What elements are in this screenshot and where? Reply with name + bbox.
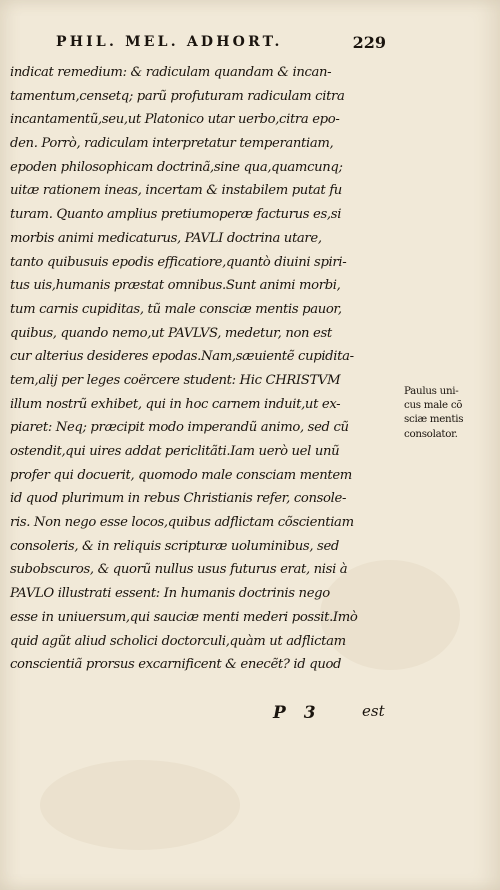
text-line: profer qui docuerit, quomodo male consciam mentem — [10, 467, 352, 483]
text-line: uitæ rationem ineas, incertam & instabilem putat fu — [10, 183, 342, 199]
text-line: indicat remedium: & radiculam quandam & incan- — [10, 65, 332, 80]
text-line: PAVLO illustrati essent: In humanis doctrinis nego — [10, 586, 330, 602]
running-head: PHIL. MEL. ADHORT. — [56, 34, 283, 50]
text-line: tus uis,humanis præstat omnibus.Sunt animi morbi, — [10, 278, 341, 294]
text-line: incantamentũ,seu,ut Platonico utar uerbo,citra epo- — [10, 112, 340, 128]
text-line: quibus, quando nemo,ut PAVLVS, medetur, non est — [10, 325, 332, 341]
text-line: consoleris, & in reliquis scripturæ uoluminibus, sed — [10, 538, 339, 554]
body-text — [10, 61, 392, 677]
text-line: id quod plurimum in rebus Christianis refer, console- — [10, 491, 347, 507]
text-line: ris. Non nego esse locos,quibus adflictam cõscientiam — [10, 515, 354, 531]
text-line: turam. Quanto amplius pretiumoperæ facturus es,si — [10, 207, 342, 223]
catchword: est — [362, 702, 385, 720]
text-line: subobscuros, & quorũ nullus usus futurus erat, nisi à — [10, 562, 348, 578]
text-line: tanto quibusuis epodis efficatiore,quantò diuini spiri- — [10, 254, 347, 270]
text-line: illum nostrũ exhibet, qui in hoc carnem induit,ut ex- — [10, 396, 341, 412]
marginal-note-line: Paulus uni- — [404, 385, 459, 397]
text-line: conscientiã prorsus excarnificent & enecẽt? id quod — [10, 657, 342, 673]
page-header — [56, 34, 386, 54]
text-line: esse in uniuersum,qui sauciæ menti mederi possit.Imò — [10, 609, 358, 625]
text-line: quid agũt aliud scholici doctorculi,quàm ut adflictam — [10, 633, 346, 649]
text-line: epoden philosophicam doctrinã,sine qua,quamcunq; — [10, 159, 343, 175]
signature-mark: P 3 — [273, 703, 322, 723]
marginal-note-line: sciæ mentis — [404, 413, 464, 426]
text-line: morbis animi medicaturus, PAVLI doctrina utare, — [10, 230, 322, 246]
text-line: piaret: Neq; præcipit modo imperandũ animo, sed cũ — [10, 420, 349, 436]
text-line: ostendit,qui uires addat periclitãti.Iam uerò uel unũ — [10, 444, 340, 459]
page-number: 229 — [352, 33, 386, 52]
text-line: den. Porrò, radiculam interpretatur temperantiam, — [10, 136, 334, 152]
marginal-note — [404, 384, 494, 441]
text-line: tem,alij per leges coërcere student: Hic CHRISTVM — [10, 372, 341, 388]
marginal-note-line: cus male cõ — [404, 399, 463, 412]
text-line: tamentum,censetq; parũ profuturam radiculam citra — [10, 88, 345, 104]
marginal-note-line: consolator. — [404, 427, 458, 440]
paper-stain — [40, 760, 240, 850]
text-line: cur alterius desideres epodas.Nam,sæuientẽ cupidita- — [10, 349, 354, 365]
text-line: tum carnis cupiditas, tũ male consciæ mentis pauor, — [10, 301, 342, 317]
